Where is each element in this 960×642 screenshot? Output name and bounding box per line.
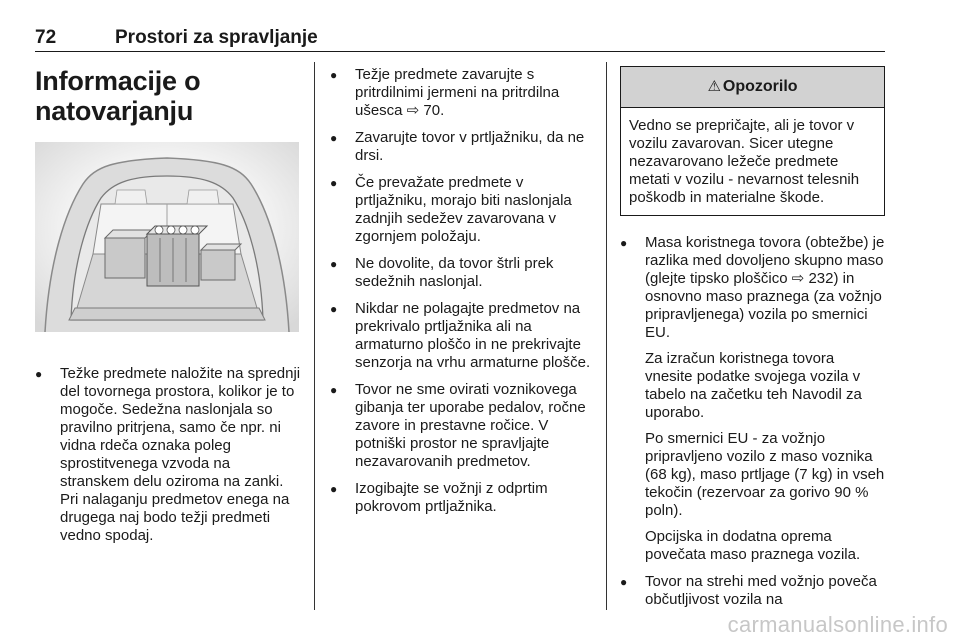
warning-triangle-icon: ⚠ — [707, 78, 721, 95]
paragraph: Opcijska in dodatna oprema povečata maso praznega vozila. — [645, 528, 861, 563]
page-number: 72 — [35, 27, 57, 48]
loading-tips-list-3 — [620, 234, 885, 609]
trunk-loading-illustration — [35, 142, 299, 332]
list-item: ● Nikdar ne polagajte predmetov na prekrivalo prtljažnika ali na armaturno ploščo in ne prekrivajte senzorja na vrhu armaturne plošče. — [330, 300, 592, 372]
loading-tips-list-1 — [35, 365, 303, 554]
warning-box — [620, 66, 885, 216]
column-divider — [314, 62, 315, 610]
chapter-title: Prostori za spravljanje — [115, 27, 318, 48]
paragraph: ● Masa koristnega tovora (obtežbe) je razlika med dovoljeno skupno maso (glejte tipsko ploščico ⇨ 232) in osnovno maso praznega (za vožnjo pripravljenega) vozila po smernici EU. — [645, 234, 885, 341]
loading-tips-list-2 — [330, 66, 592, 516]
page-header — [35, 25, 885, 52]
list-item: ● Tovor ne sme ovirati voznikovega gibanja ter uporabe pedalov, ročne zavore in prestavne ročice. V potniški prostor ne spravljajte nezavarovanih predmetov. — [330, 381, 592, 471]
list-item: ● Težke predmete naložite na sprednji del tovornega prostora, kolikor je to mogoče. Sedežna naslonjala so pravilno pritrjena, samo če npr. ni vidna rdeča oznaka poleg sprostitvenega vzvoda na stranskem delu oziroma na zanki. Pri nalaganju predmetov enega na drugega naj bodo težji predmeti vedno spodaj. — [35, 365, 303, 545]
paragraph: Za izračun koristnega tovora vnesite podatke svojega vozila v tabelo na začetku teh Navodil za uporabo. — [645, 350, 862, 421]
warning-header — [621, 67, 884, 108]
list-item: ● Ne dovolite, da tovor štrli prek sedežnih naslonjal. — [330, 255, 592, 291]
list-item: ● Če prevažate predmete v prtljažniku, morajo biti naslonjala zadnjih sedežev zavarovana v zgornjem položaju. — [330, 174, 592, 246]
column-left — [35, 60, 301, 544]
list-item: ● Zavarujte tovor v prtljažniku, da ne drsi. — [330, 129, 592, 165]
list-item — [620, 234, 885, 564]
list-item: ● Tovor na strehi med vožnjo poveča občutljivost vozila na — [620, 573, 885, 609]
list-item: ● Izogibajte se vožnji z odprtim pokrovom prtljažnika. — [330, 480, 592, 516]
column-divider — [606, 62, 607, 610]
watermark: carmanualsonline.info — [727, 612, 948, 637]
paragraph: Po smernici EU - za vožnjo pripravljeno vozilo z maso voznika (68 kg), maso prtljage (7 kg) in vseh tekočin (rezervoar za gorivo 90 % poln). — [645, 430, 885, 519]
list-item: ● Težje predmete zavarujte s pritrdilnimi jermeni na pritrdilna ušesca ⇨ 70. — [330, 66, 592, 120]
section-title: Informacije o natovarjanju — [35, 66, 201, 126]
column-middle — [330, 66, 592, 525]
column-right — [620, 60, 885, 618]
warning-text: Vedno se prepričajte, ali je tovor v vozilu zavarovan. Sicer utegne nezavarovano ležeče predmete metati v vozilu - nevarnost telesnih poškodb in materialne škode. — [629, 117, 860, 206]
warning-title: Opozorilo — [722, 78, 798, 95]
